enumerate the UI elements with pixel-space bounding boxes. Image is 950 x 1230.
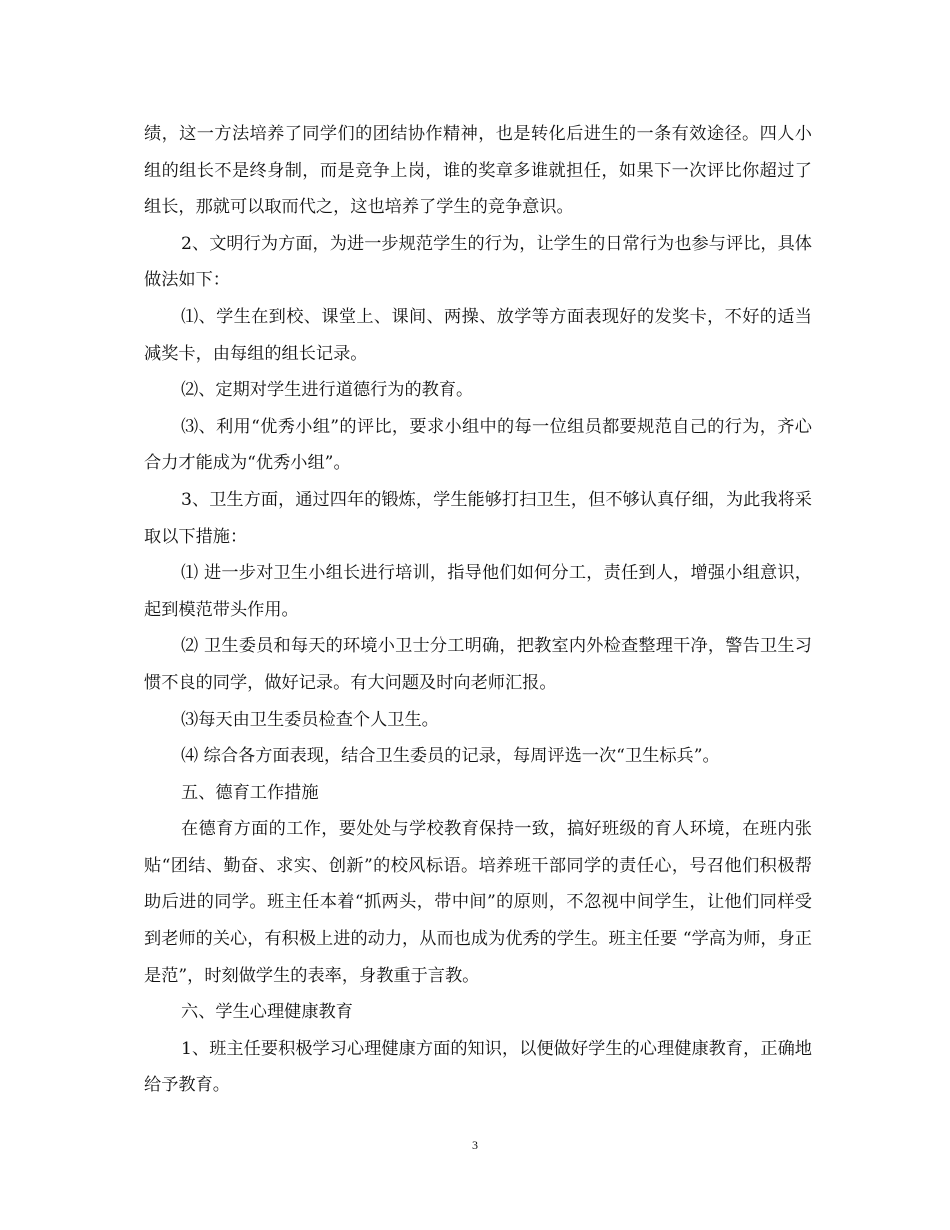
paragraph-hygiene-item-4: ⑷ 综合各方面表现，结合卫生委员的记录，每周评选一次“卫生标兵”。 xyxy=(181,746,720,767)
paragraph-civil-item-2: ⑵、定期对学生进行道德行为的教育。 xyxy=(181,380,474,401)
paragraph-hygiene-item-1: ⑴ 进一步对卫生小组长进行培训，指导他们如何分工，责任到人，增强小组意识，起到模范带头作用。 xyxy=(144,563,812,620)
paragraph-civil-item-1: ⑴、学生在到校、课堂上、课间、两操、放学等方面表现好的发奖卡，不好的适当减奖卡，由每组的组长记录。 xyxy=(144,306,812,364)
section-heading-moral-education: 五、德育工作措施 xyxy=(181,782,319,803)
paragraph-hygiene-item-2: ⑵ 卫生委员和每天的环境小卫士分工明确，把教室内外检查整理干净，警告卫生习惯不良的同学，做好记录。有大问题及时向老师汇报。 xyxy=(144,636,812,693)
paragraph-hygiene-item-3: ⑶每天由卫生委员检查个人卫生。 xyxy=(181,709,439,730)
document-body xyxy=(144,116,812,1104)
paragraph-continuation: 绩，这一方法培养了同学们的团结协作精神，也是转化后进生的一条有效途径。四人小组的组长不是终身制，而是竞争上岗，谁的奖章多谁就担任，如果下一次评比你超过了组长，那就可以取而代之，这也培养了学生的竞争意识。 xyxy=(144,124,812,218)
paragraph-hygiene: 3、卫生方面，通过四年的锻炼，学生能够打扫卫生，但不够认真仔细，为此我将采取以下措施： xyxy=(144,489,812,547)
paragraph-mental-health-item-1: 1、班主任要积极学习心理健康方面的知识，以便做好学生的心理健康教育，正确地给予教育。 xyxy=(144,1038,812,1096)
page-number: 3 xyxy=(472,1138,478,1152)
paragraph-civil-item-3: ⑶、利用“优秀小组”的评比，要求小组中的每一位组员都要规范自己的行为，齐心合力才能成为“优秀小组”。 xyxy=(144,416,812,474)
paragraph-moral-education: 在德育方面的工作，要处处与学校教育保持一致，搞好班级的育人环境，在班内张贴“团结、勤奋、求实、创新”的校风标语。培养班干部同学的责任心，号召他们积极帮助后进的同学。班主任本着“抓两头，带中间”的原则，不忽视中间学生，让他们同样受到老师的关心，有积极上进的动力，从而也成为优秀的学生。班主任要 “学高为师，身正是范”，时刻做学生的表率，身教重于言教。 xyxy=(144,819,812,986)
section-heading-mental-health: 六、学生心理健康教育 xyxy=(181,1002,353,1023)
paragraph-civil-behavior: 2、文明行为方面，为进一步规范学生的行为，让学生的日常行为也参与评比，具体做法如下： xyxy=(144,233,812,291)
